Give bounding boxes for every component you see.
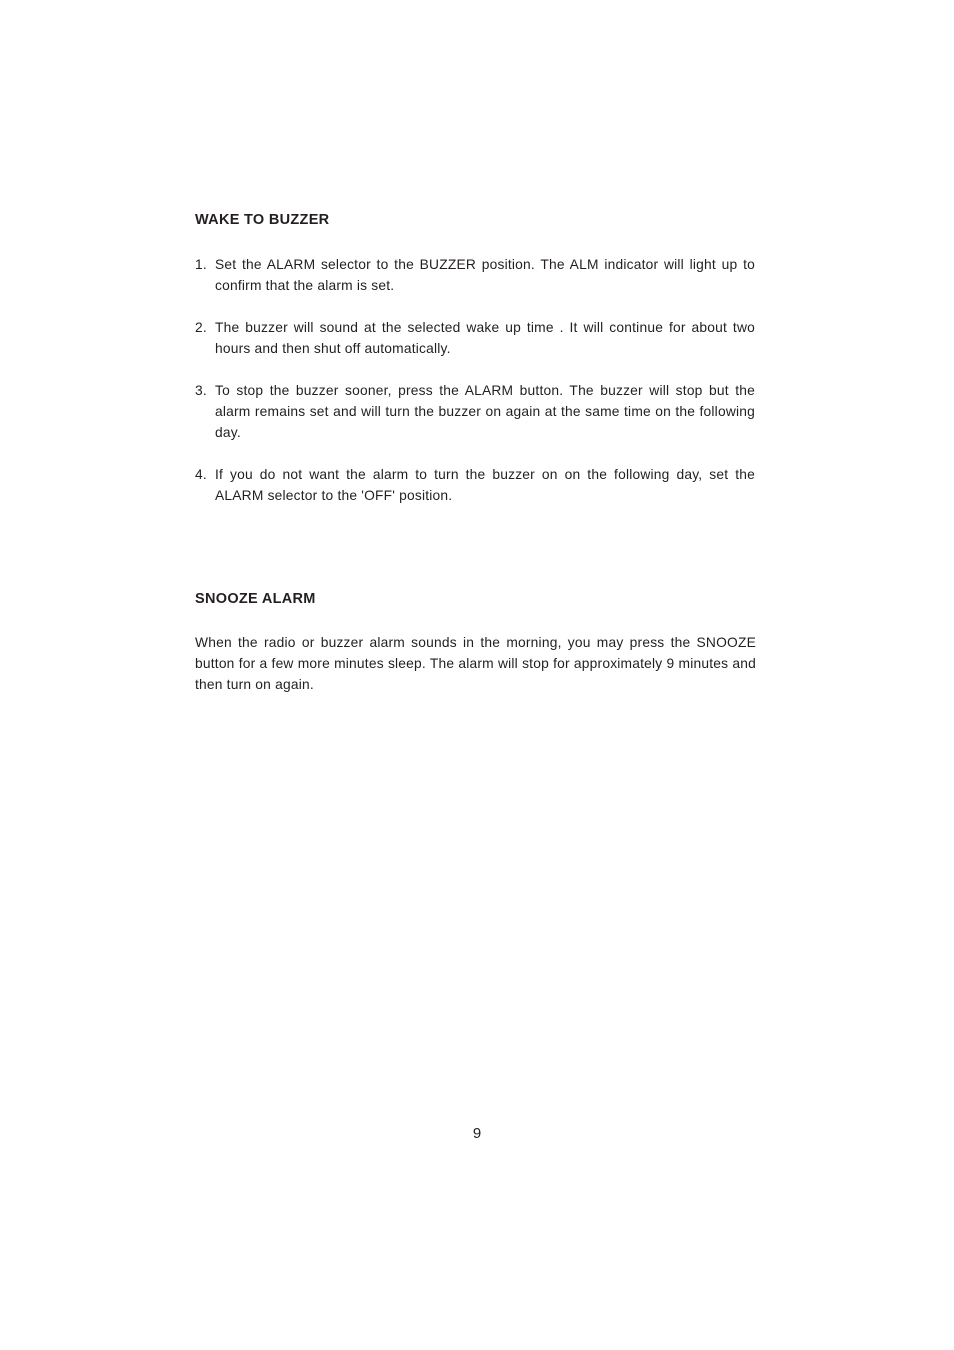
step-text: The buzzer will sound at the selected wake up time . It will continue for about two hours and then shut off automatically. xyxy=(215,320,755,356)
step-number: 2. xyxy=(195,320,207,335)
list-item xyxy=(195,380,755,443)
section-heading-wake-to-buzzer: WAKE TO BUZZER xyxy=(195,212,330,228)
snooze-alarm-paragraph: When the radio or buzzer alarm sounds in the morning, you may press the SNOOZE button for a few more minutes sleep. The alarm will stop for approximately 9 minutes and then turn on again. xyxy=(195,635,756,692)
step-text: Set the ALARM selector to the BUZZER position. The ALM indicator will light up to confirm that the alarm is set. xyxy=(215,257,755,293)
page-number: 9 xyxy=(472,1125,482,1142)
list-item xyxy=(195,317,755,359)
wake-to-buzzer-steps xyxy=(195,254,755,527)
step-text: If you do not want the alarm to turn the buzzer on on the following day, set the ALARM selector to the 'OFF' position. xyxy=(215,467,755,503)
step-text: To stop the buzzer sooner, press the ALARM button. The buzzer will stop but the alarm remains set and will turn the buzzer on again at the same time on the following day. xyxy=(215,383,755,440)
step-number: 1. xyxy=(195,257,207,272)
step-number: 4. xyxy=(195,467,207,482)
list-item xyxy=(195,254,755,296)
section-heading-snooze-alarm: SNOOZE ALARM xyxy=(195,591,316,607)
list-item xyxy=(195,464,755,506)
step-number: 3. xyxy=(195,383,207,398)
